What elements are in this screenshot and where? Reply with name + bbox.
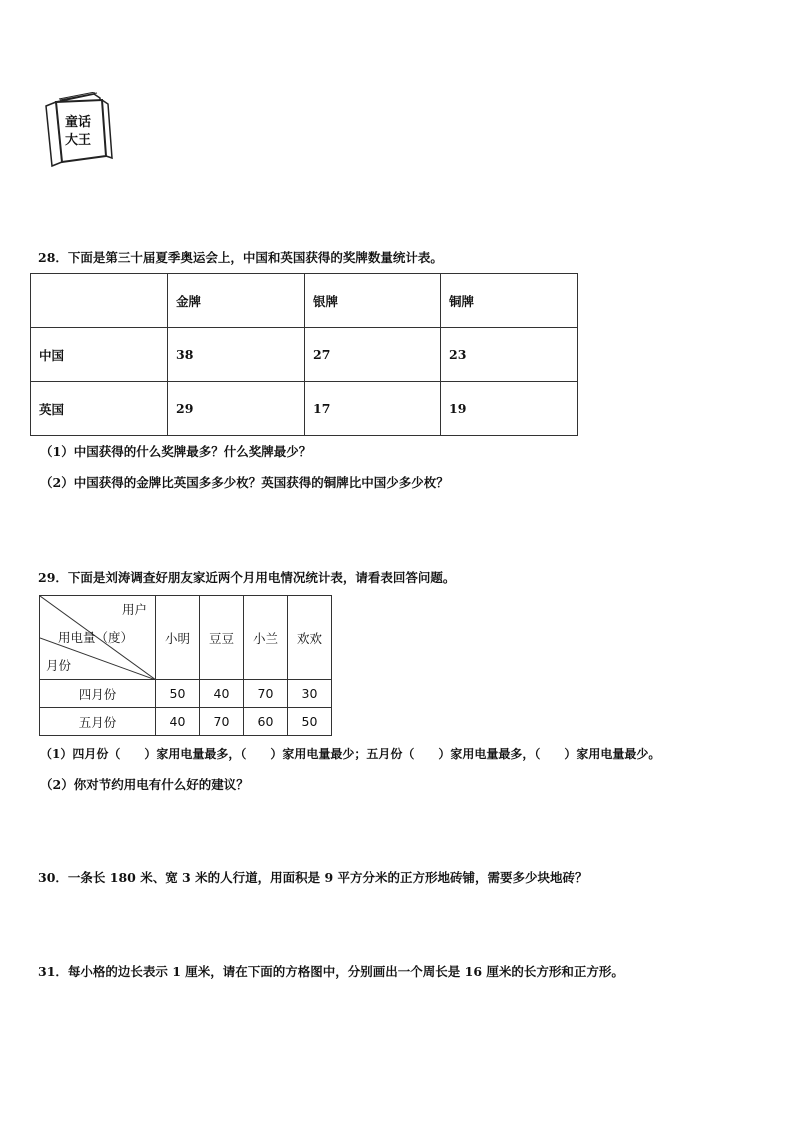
q29-sub2: （2）你对节约用电有什么好的建议？ [40, 777, 249, 792]
q28-title: 28．下面是第三十届夏季奥运会上，中国和英国获得的奖牌数量统计表。 [38, 250, 443, 265]
table-cell: 23 [441, 328, 578, 382]
table-cell: 19 [441, 382, 578, 436]
table-cell: 38 [168, 328, 305, 382]
book-title-line1: 童话 [65, 115, 92, 130]
table-header-xiaoming: 小明 [156, 596, 200, 680]
table-cell: 17 [305, 382, 441, 436]
table-cell [31, 274, 168, 328]
q28-sub1: （1）中国获得的什么奖牌最多？什么奖牌最少？ [40, 444, 312, 459]
table-cell: 30 [288, 680, 332, 708]
table-cell: 70 [244, 680, 288, 708]
table-row [31, 382, 578, 436]
table-cell: 27 [305, 328, 441, 382]
table-cell: 英国 [31, 382, 168, 436]
table-cell: 四月份 [40, 680, 156, 708]
table-header-gold: 金牌 [168, 274, 305, 328]
table-header-row [40, 596, 332, 680]
diag-label-usage: 用电量（度） [58, 630, 134, 645]
table-cell: 五月份 [40, 708, 156, 736]
table-row [31, 328, 578, 382]
table-header-row [31, 274, 578, 328]
table-header-silver: 银牌 [305, 274, 441, 328]
diag-label-user: 用户 [122, 602, 148, 617]
table-cell: 70 [200, 708, 244, 736]
q28-sub2: （2）中国获得的金牌比英国多多少枚？英国获得的铜牌比中国少多少枚？ [40, 475, 449, 490]
diagonal-header-cell [40, 596, 156, 680]
table-row [40, 708, 332, 736]
table-header-huanhuan: 欢欢 [288, 596, 332, 680]
electricity-table [39, 595, 332, 736]
q31-title: 31．每小格的边长表示 1 厘米，请在下面的方格图中，分别画出一个周长是 16 厘米的长方形和正方形。 [38, 964, 624, 979]
book-icon [42, 92, 114, 168]
q29-title: 29．下面是刘涛调查好朋友家近两个月用电情况统计表，请看表回答问题。 [38, 570, 456, 585]
table-cell: 50 [156, 680, 200, 708]
table-header-xiaolan: 小兰 [244, 596, 288, 680]
table-cell: 50 [288, 708, 332, 736]
q30-title: 30．一条长 180 米、宽 3 米的人行道，用面积是 9 平方分米的正方形地砖铺，需要多少块地砖？ [38, 870, 588, 885]
medal-table [30, 273, 578, 436]
table-cell: 40 [156, 708, 200, 736]
table-header-bronze: 铜牌 [441, 274, 578, 328]
table-cell: 40 [200, 680, 244, 708]
q29-sub1: （1）四月份（ ）家用电量最多，（ ）家用电量最少；五月份（ ）家用电量最多，（ ）家用电量最少。 [40, 747, 661, 761]
table-cell: 29 [168, 382, 305, 436]
table-cell: 中国 [31, 328, 168, 382]
table-row [40, 680, 332, 708]
table-cell: 60 [244, 708, 288, 736]
table-header-doudou: 豆豆 [200, 596, 244, 680]
diag-label-month: 月份 [46, 658, 72, 673]
book-title-line2: 大王 [65, 133, 92, 148]
